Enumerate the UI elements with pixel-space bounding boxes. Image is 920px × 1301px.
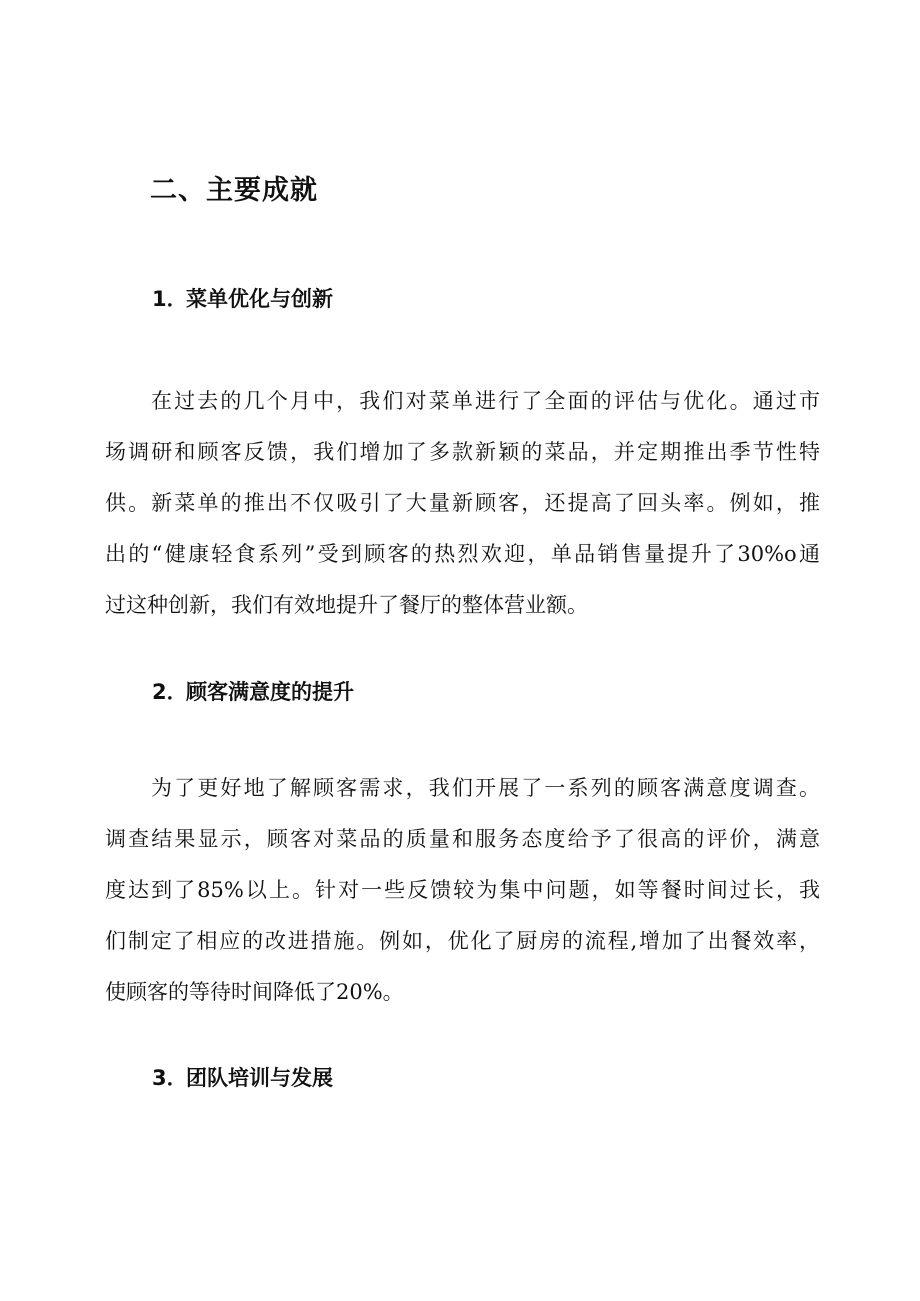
- paragraph-menu-optimization: [105, 376, 820, 631]
- subsection-number: 3．: [152, 1066, 188, 1090]
- section-title: 二、主要成就: [150, 175, 318, 206]
- subsection-number: 1．: [152, 287, 188, 311]
- paragraph-line: 在过去的几个月中，我们对菜单进行了全面的评估与优化。通过市: [151, 389, 820, 413]
- subsection-heading-1: [152, 283, 333, 313]
- paragraph-line: 过这种创新，我们有效地提升了餐厅的整体营业额。: [105, 593, 588, 617]
- subsection-number: 2．: [152, 680, 188, 704]
- paragraph-line: 使顾客的等待时间降低了20%。: [105, 980, 404, 1004]
- paragraph-line: 供。新菜单的推出不仅吸引了大量新顾客，还提高了回头率。例如，推: [105, 491, 820, 515]
- subsection-title: 顾客满意度的提升: [186, 680, 354, 704]
- subsection-title: 团队培训与发展: [186, 1066, 333, 1090]
- paragraph-line: 场调研和顾客反馈，我们增加了多款新颖的菜品，并定期推出季节性特: [105, 440, 820, 464]
- subsection-title: 菜单优化与创新: [186, 287, 333, 311]
- paragraph-line: 度达到了85%以上。针对一些反馈较为集中问题，如等餐时间过长，我: [105, 878, 820, 902]
- paragraph-customer-satisfaction: [105, 763, 820, 1018]
- subsection-heading-2: [152, 676, 354, 706]
- paragraph-line: 为了更好地了解顾客需求，我们开展了一系列的顾客满意度调查。: [151, 776, 820, 800]
- subsection-heading-3: [152, 1062, 333, 1092]
- paragraph-line: 们制定了相应的改进措施。例如，优化了厨房的流程,增加了出餐效率，: [105, 929, 820, 953]
- paragraph-line: 调查结果显示，顾客对菜品的质量和服务态度给予了很高的评价，满意: [105, 827, 820, 851]
- paragraph-line: 出的“健康轻食系列”受到顾客的热烈欢迎，单品销售量提升了30%o通: [105, 542, 820, 566]
